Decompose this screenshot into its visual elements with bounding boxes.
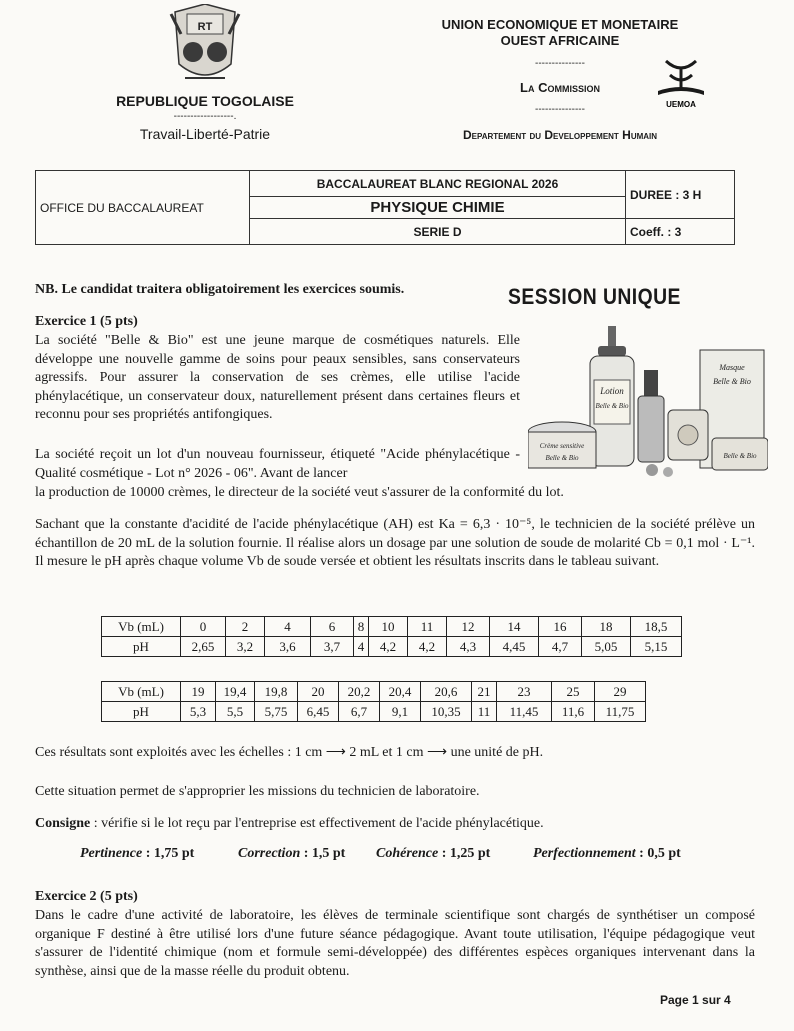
table-cell: 0 [181, 617, 226, 637]
exercise-2-paragraph-1: Dans le cadre d'une activité de laboratoire, les élèves de terminale scientifique sont chargés de synthétiser un composé organique F destiné à être utilisé lors d'une future séance pédagogique. Avant toute utilisation, l'équipe pédagogique veut s'assurer de l'identité chimique (nom et formule semi-développée) des différentes espèces organiques intervenant dans la synthèse, ainsi que de la masse réelle du produit obtenu. [35, 908, 755, 979]
union-title-line2: OUEST AFRICAINE [500, 33, 620, 48]
svg-text:UEMOA: UEMOA [666, 100, 696, 109]
table-cell: 3,7 [311, 637, 354, 657]
table-cell: 11 [408, 617, 447, 637]
duration-label: DUREE : 3 H [626, 171, 735, 219]
table-cell: 19,4 [216, 682, 255, 702]
table-cell: 12 [447, 617, 490, 637]
table-cell: 5,5 [216, 702, 255, 722]
table-cell: 6 [311, 617, 354, 637]
session-label: SESSION UNIQUE [508, 284, 681, 309]
subject-title: PHYSIQUE CHIMIE [250, 197, 626, 219]
table-cell: 23 [497, 682, 552, 702]
table-cell: 20,2 [339, 682, 380, 702]
exercise-1-title: Exercice 1 (5 pts) [35, 314, 138, 329]
cosmetics-product-image [528, 320, 768, 480]
exam-info-box [35, 170, 735, 245]
table-cell: 9,1 [380, 702, 421, 722]
table-cell: 20 [298, 682, 339, 702]
table-cell: 20,4 [380, 682, 421, 702]
titration-table-1 [101, 616, 682, 657]
commission-label: La Commission [520, 80, 600, 95]
svg-text:Crème sensitive: Crème sensitive [539, 442, 585, 450]
table-cell: 14 [490, 617, 539, 637]
criterion: Perfectionnement : 0,5 pt [533, 846, 681, 861]
uemoa-logo-icon [650, 55, 712, 111]
table-cell: 6,7 [339, 702, 380, 722]
header-dashes-2: --------------- [535, 104, 585, 115]
table-cell: 4,3 [447, 637, 490, 657]
table-1-vb-header: Vb (mL) [102, 617, 181, 637]
table-2-ph-header: pH [102, 702, 181, 722]
consigne-label: Consigne [35, 816, 91, 831]
svg-text:Belle & Bio: Belle & Bio [713, 377, 751, 386]
table-1-vb-row [102, 617, 682, 637]
table-cell: 4 [265, 617, 311, 637]
table-cell: 5,75 [255, 702, 298, 722]
titration-table-2 [101, 681, 646, 722]
exercise-2-title: Exercice 2 (5 pts) [35, 889, 138, 904]
svg-text:RT: RT [197, 21, 213, 33]
exam-title: BACCALAUREAT BLANC REGIONAL 2026 [250, 171, 626, 197]
criterion: Pertinence : 1,75 pt [80, 846, 195, 861]
table-cell: 10 [369, 617, 408, 637]
table-cell: 2 [226, 617, 265, 637]
series-label: SERIE D [250, 219, 626, 245]
table-cell: 5,15 [631, 637, 682, 657]
coefficient-label: Coeff. : 3 [626, 219, 735, 245]
table-cell: 2,65 [181, 637, 226, 657]
table-cell: 18,5 [631, 617, 682, 637]
office-label: OFFICE DU BACCALAUREAT [36, 171, 250, 245]
union-title-line1: UNION ECONOMIQUE ET MONETAIRE [441, 17, 679, 32]
table-cell: 11,45 [497, 702, 552, 722]
table-cell: 11,6 [552, 702, 595, 722]
table-cell: 5,05 [582, 637, 631, 657]
table-2-ph-row [102, 702, 646, 722]
country-name: REPUBLIQUE TOGOLAISE [116, 93, 294, 109]
table-cell: 4,2 [408, 637, 447, 657]
table-cell: 4,7 [539, 637, 582, 657]
svg-text:Belle & Bio: Belle & Bio [595, 402, 629, 410]
header-dashes-1: --------------- [535, 58, 585, 69]
table-cell: 3,6 [265, 637, 311, 657]
table-2-vb-row [102, 682, 646, 702]
exercise-1-paragraph-3: Sachant que la constante d'acidité de l'acide phénylacétique (AH) est Ka = 6,3 · 10⁻⁵, le technicien de la société prélève un échantillon de 20 mL de la solution fournie. Il réalise alors un dosage par une solution de soude de molarité Cb = 0,1 mol · L⁻¹. Il mesure le pH après chaque volume Vb de soude versée et obtient les résultats inscrits dans le tableau suivant. [35, 517, 755, 569]
country-dots: ------------------. [173, 111, 237, 122]
table-cell: 29 [595, 682, 646, 702]
table-2-vb-header: Vb (mL) [102, 682, 181, 702]
table-cell: 8 [354, 617, 369, 637]
svg-text:Belle & Bio: Belle & Bio [723, 452, 757, 460]
table-cell: 18 [582, 617, 631, 637]
department-label: Departement du Developpement Humain [462, 128, 658, 142]
table-cell: 4 [354, 637, 369, 657]
table-cell: 11 [472, 702, 497, 722]
table-cell: 11,75 [595, 702, 646, 722]
table-cell: 3,2 [226, 637, 265, 657]
criterion: Cohérence : 1,25 pt [376, 846, 491, 861]
table-1-ph-header: pH [102, 637, 181, 657]
table-cell: 19,8 [255, 682, 298, 702]
nb-note: NB. Le candidat traitera obligatoirement les exercices soumis. [35, 282, 405, 297]
table-cell: 20,6 [421, 682, 472, 702]
table-cell: 16 [539, 617, 582, 637]
svg-text:Masque: Masque [719, 363, 745, 372]
exercise-1-paragraph-1: La société "Belle & Bio" est une jeune marque de cosmétiques naturels. Elle développe une nouvelle gamme de soins pour peaux sensibles, sans conservateurs agressifs. Pour assurer la conservation de ses crèmes, elle utilise l'acide phénylacétique, un conservateur doux, naturellement présent dans certaines fleurs et reconnu pour ses propriétés antifongiques. [35, 333, 520, 422]
national-motto: Travail-Liberté-Patrie [139, 126, 271, 142]
table-cell: 25 [552, 682, 595, 702]
table-1-ph-row [102, 637, 682, 657]
criterion: Correction : 1,5 pt [238, 846, 346, 861]
situation-text: Cette situation permet de s'approprier les missions du technicien de laboratoire. [35, 784, 480, 799]
table-cell: 5,3 [181, 702, 216, 722]
table-cell: 19 [181, 682, 216, 702]
table-cell: 21 [472, 682, 497, 702]
consigne-body: : vérifie si le lot reçu par l'entreprise est effectivement de l'acide phénylacétique. [90, 816, 544, 831]
scales-text: Ces résultats sont exploités avec les échelles : 1 cm ⟶ 2 mL et 1 cm ⟶ une unité de pH. [35, 745, 544, 760]
togo-coat-of-arms [165, 4, 245, 88]
svg-text:Lotion: Lotion [600, 386, 624, 396]
exercise-1-paragraph-2a: La société reçoit un lot d'un nouveau fournisseur, étiqueté "Acide phénylacétique - Qualité cosmétique - Lot n° 2026 - 06". Avant de lancer [35, 447, 520, 481]
table-cell: 4,45 [490, 637, 539, 657]
table-cell: 4,2 [369, 637, 408, 657]
table-cell: 10,35 [421, 702, 472, 722]
consigne-text [35, 815, 755, 834]
page-number: Page 1 sur 4 [660, 993, 731, 1007]
table-cell: 6,45 [298, 702, 339, 722]
svg-text:Belle & Bio: Belle & Bio [545, 454, 579, 462]
exercise-1-paragraph-2b: la production de 10000 crèmes, le directeur de la société veut s'assurer de la conformité du lot. [35, 485, 564, 500]
